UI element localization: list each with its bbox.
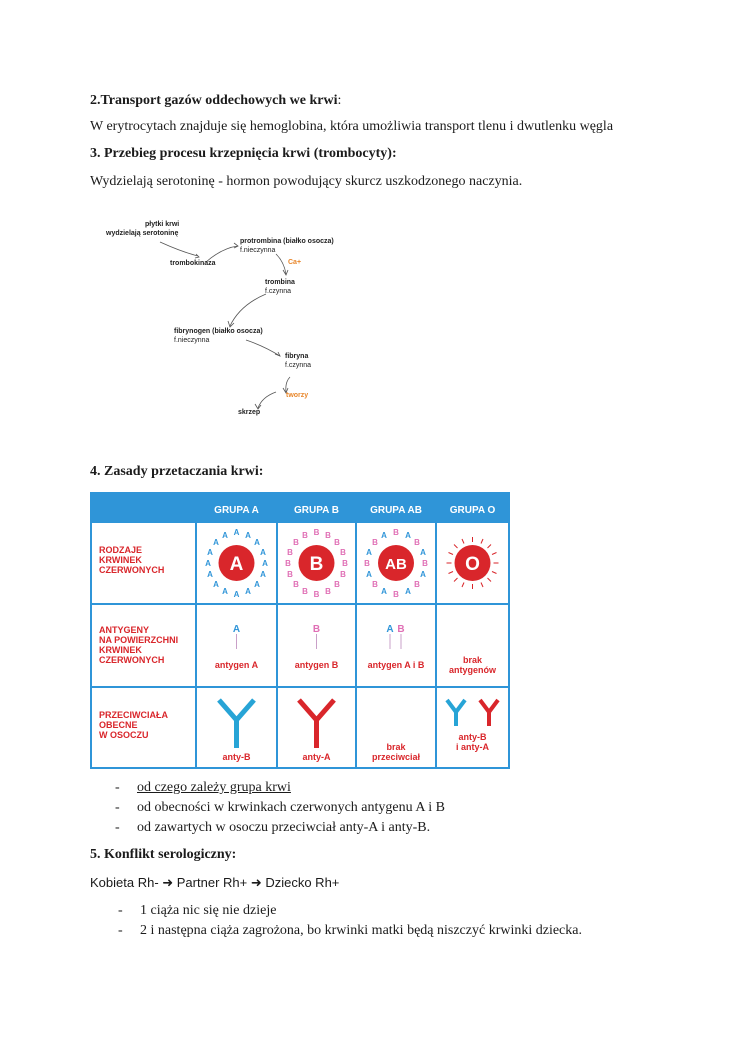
cell-o-letter: O xyxy=(465,554,480,575)
arrow-1 xyxy=(160,242,198,256)
antibody-ab-cell xyxy=(357,688,435,767)
antigen-a-mark: A xyxy=(233,528,240,537)
row2-label-line1: ANTYGENY xyxy=(99,625,150,635)
blood-group-table xyxy=(90,492,510,769)
cell-b-cell xyxy=(278,523,355,603)
antigen-none-line1: brak xyxy=(462,655,482,665)
antigen-b-mark: B xyxy=(293,538,299,547)
antigen-b-mark: B xyxy=(325,587,331,596)
header-grupa-ab: GRUPA AB xyxy=(370,505,422,516)
section2-title: 2.Transport gazów oddechowych we krwi xyxy=(90,93,338,108)
arrow-6 xyxy=(286,377,290,392)
antigen-ab-mark: A xyxy=(366,548,372,557)
antigen-a-mark: A xyxy=(260,570,266,579)
antigen-b-mark: B xyxy=(334,580,340,589)
antigen-b-mark: B xyxy=(334,538,340,547)
section3-text: Wydzielają serotoninę - hormon powodujący skurcz uszkodzonego naczynia. xyxy=(90,174,523,189)
antigen-b-mark: B xyxy=(302,531,308,540)
antigen-a-mark: A xyxy=(213,580,219,589)
label-protrombina: protrombina (białko osocza) xyxy=(240,238,334,245)
antigen-o-cell xyxy=(437,605,508,686)
antigen-ab-mark: B xyxy=(422,559,428,568)
label-tworzy: tworzy xyxy=(286,392,309,399)
antigen-b-mark: B xyxy=(287,548,293,557)
label-ca: Ca+ xyxy=(288,259,302,266)
antigen-ab-mark: A xyxy=(420,548,426,557)
dash: - xyxy=(118,923,123,938)
section2-text: W erytrocytach znajduje się hemoglobina, która umożliwia transport tlenu i dwutlenku węgla xyxy=(90,119,614,134)
antigen-ab-mark: A xyxy=(381,587,387,596)
antigen-b-symbol xyxy=(278,605,355,686)
conflict-list xyxy=(118,903,582,943)
antigen-ab-symbol xyxy=(357,605,435,686)
label-fibrynogen: fibrynogen (białko osocza) xyxy=(174,328,263,335)
antigen-ab-mark: B xyxy=(364,559,370,568)
header-grupa-b: GRUPA B xyxy=(294,505,339,516)
row2-label-line2: NA POWIERZCHNI xyxy=(99,635,179,645)
antigen-ab-label: antygen A i B xyxy=(367,660,425,670)
antibody-both-line2: i anty-A xyxy=(455,742,489,752)
diagram-arrows xyxy=(0,0,750,440)
antigen-ab-cell xyxy=(357,605,435,686)
list-item xyxy=(115,800,445,820)
dash: - xyxy=(115,800,120,815)
list-item xyxy=(118,903,582,923)
antigen-a-cell xyxy=(197,605,276,686)
red-cell-o xyxy=(437,523,508,603)
arrow-4 xyxy=(230,294,266,326)
antigen-ab-mark: A xyxy=(405,587,411,596)
label-skrzep: skrzep xyxy=(238,409,261,416)
antibody-ab-label xyxy=(357,742,435,762)
antigen-ab-mark: A xyxy=(420,570,426,579)
arrow-5 xyxy=(246,340,280,356)
section4-title: 4. Zasady przetaczania krwi: xyxy=(90,464,264,479)
antigen-b-mark: B xyxy=(325,531,331,540)
antigen-a-mark: A xyxy=(254,538,260,547)
antigen-ab-mark: B xyxy=(414,580,420,589)
antibody-both-line1: anty-B xyxy=(458,732,487,742)
antigen-ab-mark: A xyxy=(366,570,372,579)
antigen-a-mark: A xyxy=(233,590,240,599)
antigen-b-mark: B xyxy=(313,590,320,599)
antigen-ab-mark: B xyxy=(393,590,399,599)
antigen-a-mark: A xyxy=(207,548,213,557)
label-fibryna-fc: f.czynna xyxy=(285,362,312,369)
row2-label xyxy=(99,625,178,665)
antigen-b-label: antygen B xyxy=(294,660,339,670)
row3-label-line2: OBECNE xyxy=(99,720,138,730)
section5-title: 5. Konflikt serologiczny: xyxy=(90,847,237,862)
row2-label-line3: KRWINEK xyxy=(99,645,142,655)
header-grupa-a: GRUPA A xyxy=(214,505,259,516)
section5-flow: Kobieta Rh- ➜ Partner Rh+ ➜ Dziecko Rh+ xyxy=(90,875,340,890)
antigen-a-label: antygen A xyxy=(214,660,259,670)
section2-colon: : xyxy=(337,93,342,108)
antibody-a-cell xyxy=(197,688,276,767)
antigen-b-mark: B xyxy=(302,587,308,596)
row3-label-cell xyxy=(92,688,195,767)
cell-o-cell xyxy=(437,523,508,603)
antibody-o-cell xyxy=(437,688,508,767)
antigen-a-mark: A xyxy=(254,580,260,589)
list-item xyxy=(118,923,582,943)
row1-label-line1: RODZAJE xyxy=(99,545,143,555)
arrow-2-head xyxy=(234,243,238,248)
antigen-b-mark: B xyxy=(293,580,299,589)
list-item xyxy=(115,820,445,840)
antigen-a-mark: A xyxy=(262,559,268,568)
antibody-none-line1: brak xyxy=(386,742,406,752)
list-item-text: od obecności w krwinkach czerwonych antygenu A i B xyxy=(137,800,445,815)
antigen-ab-letter-b: B xyxy=(397,624,405,635)
row1-label xyxy=(99,545,164,575)
cell-ab-cell xyxy=(357,523,435,603)
label-trombina-fc: f.czynna xyxy=(265,288,292,295)
antibody-b-label: anty-A xyxy=(302,752,331,762)
label-trombina: trombina xyxy=(265,279,295,286)
antibody-b-cell xyxy=(278,688,355,767)
antibody-a-label: anty-B xyxy=(222,752,251,762)
antigen-b-cell xyxy=(278,605,355,686)
label-fibrynogen-fn: f.nieczynna xyxy=(174,337,210,344)
dash: - xyxy=(115,780,120,795)
list-item-text: od czego zależy grupa krwi xyxy=(137,780,291,795)
row3-label-line3: W OSOCZU xyxy=(99,730,149,740)
label-trombokinaza: trombokinaza xyxy=(170,260,216,267)
cell-b-letter: B xyxy=(309,554,324,575)
antigen-a-mark: A xyxy=(205,559,211,568)
row1-label-cell xyxy=(92,523,195,603)
antigen-b-letter: B xyxy=(312,624,321,635)
antigen-ab-mark: B xyxy=(414,538,420,547)
antigen-ab-mark: B xyxy=(393,528,399,537)
antigen-a-mark: A xyxy=(207,570,213,579)
antigen-ab-mark: B xyxy=(372,538,378,547)
antigen-a-mark: A xyxy=(213,538,219,547)
antigen-a-letter: A xyxy=(232,624,241,635)
label-plytki: płytki krwi xyxy=(145,221,180,228)
label-fibryna: fibryna xyxy=(285,353,309,360)
row3-label-line1: PRZECIWCIAŁA xyxy=(99,710,168,720)
antigen-ab-mark: B xyxy=(372,580,378,589)
antigen-a-mark: A xyxy=(222,587,228,596)
antigen-a-mark: A xyxy=(260,548,266,557)
antigen-b-mark: B xyxy=(287,570,293,579)
dash: - xyxy=(115,820,120,835)
antibody-o-label xyxy=(437,732,508,752)
row1-label-line2: KRWINEK xyxy=(99,555,142,565)
header-grupa-o: GRUPA O xyxy=(449,505,496,516)
coagulation-diagram xyxy=(0,0,750,440)
antigen-b-mark: B xyxy=(340,548,346,557)
antigen-ab-mark: A xyxy=(381,531,387,540)
antigen-ab-mark: A xyxy=(405,531,411,540)
row1-label-line3: CZERWONYCH xyxy=(99,565,165,575)
list-item-text: od zawartych w osoczu przeciwciał anty-A i anty-B. xyxy=(137,820,431,835)
antigen-b-mark: B xyxy=(285,559,291,568)
list-item xyxy=(115,780,445,800)
section3-title: 3. Przebieg procesu krzepnięcia krwi (trombocyty): xyxy=(90,146,397,161)
antigen-o-label xyxy=(437,655,508,675)
antigen-ab-letter-a: A xyxy=(386,624,394,635)
row3-label xyxy=(99,710,168,740)
antibody-none-line2: przeciwciał xyxy=(371,752,421,762)
antigen-a-mark: A xyxy=(245,587,251,596)
red-cell-ab xyxy=(357,523,435,603)
antigen-b-mark: B xyxy=(340,570,346,579)
arrow-5-head xyxy=(275,352,280,356)
anti-a-b-antibody-icons xyxy=(437,688,508,767)
cell-a-cell xyxy=(197,523,276,603)
dash: - xyxy=(118,903,123,918)
list-item-text: 2 i następna ciąża zagrożona, bo krwinki matki będą niszczyć krwinki dziecka. xyxy=(140,923,582,938)
antigen-b-mark: B xyxy=(342,559,348,568)
label-protrombina-fn: f.nieczynna xyxy=(240,247,276,254)
label-wydzielaja: wydzielają serotoninę xyxy=(106,230,179,237)
row2-label-cell xyxy=(92,605,195,686)
list-item-text: 1 ciąża nic się nie dzieje xyxy=(140,903,277,918)
red-cell-b xyxy=(278,523,355,603)
cell-a-letter: A xyxy=(229,554,244,575)
antigen-a-symbol xyxy=(197,605,276,686)
antigen-none-line2: antygenów xyxy=(448,665,496,675)
antigen-b-mark: B xyxy=(313,528,320,537)
cell-ab-letter: AB xyxy=(385,556,407,573)
row2-label-line4: CZERWONYCH xyxy=(99,655,165,665)
blood-group-list xyxy=(115,780,445,840)
arrow-3 xyxy=(276,254,286,274)
antigen-a-mark: A xyxy=(222,531,228,540)
red-cell-a xyxy=(197,523,276,603)
antigen-a-mark: A xyxy=(245,531,251,540)
